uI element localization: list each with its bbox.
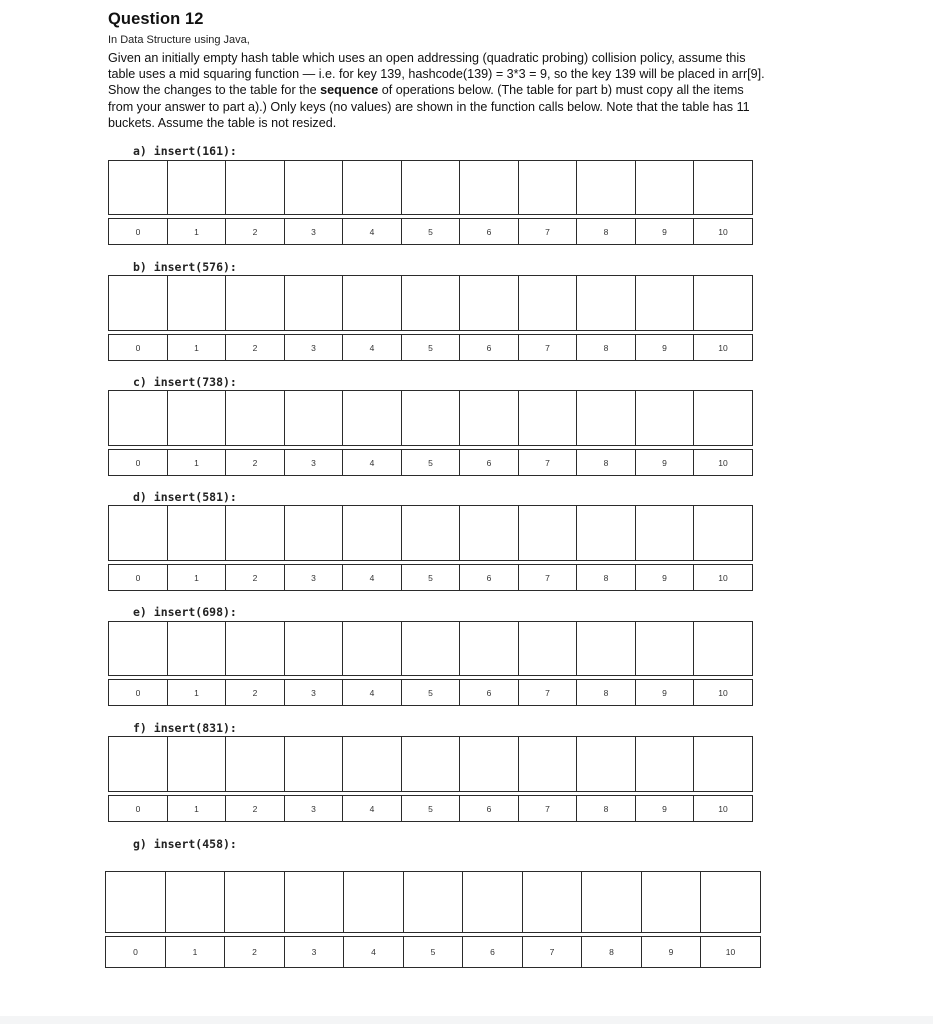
bucket-value-cell[interactable] xyxy=(401,275,461,331)
bucket-value-cell[interactable] xyxy=(576,621,636,676)
bucket-index-label: 2 xyxy=(224,936,285,968)
bucket-value-cell[interactable] xyxy=(401,621,461,676)
bucket-index-label: 8 xyxy=(576,564,636,591)
bucket-index-label: 6 xyxy=(459,449,519,476)
bucket-value-row xyxy=(108,390,752,446)
bucket-index-label: 5 xyxy=(401,795,461,822)
bucket-index-label: 6 xyxy=(459,564,519,591)
bucket-value-cell[interactable] xyxy=(403,871,464,933)
bucket-value-cell[interactable] xyxy=(459,736,519,792)
bucket-value-cell[interactable] xyxy=(284,871,345,933)
part-c-label: c) insert(738): xyxy=(133,375,237,389)
bucket-index-label: 10 xyxy=(693,564,753,591)
bucket-index-row xyxy=(108,449,752,476)
bucket-value-cell[interactable] xyxy=(576,390,636,446)
bucket-value-cell[interactable] xyxy=(641,871,702,933)
bucket-index-label: 2 xyxy=(225,564,285,591)
bucket-index-label: 1 xyxy=(165,936,226,968)
bucket-index-label: 4 xyxy=(342,795,402,822)
bucket-index-label: 7 xyxy=(518,449,578,476)
bucket-index-label: 8 xyxy=(576,449,636,476)
bucket-value-cell[interactable] xyxy=(518,390,578,446)
bucket-value-cell[interactable] xyxy=(342,736,402,792)
bucket-index-label: 8 xyxy=(576,679,636,706)
bucket-value-row xyxy=(108,621,752,676)
bucket-index-label: 0 xyxy=(108,795,168,822)
bucket-index-row xyxy=(108,334,752,361)
bucket-value-cell[interactable] xyxy=(342,390,402,446)
bucket-value-cell[interactable] xyxy=(462,871,523,933)
bucket-value-cell[interactable] xyxy=(225,275,285,331)
bucket-index-row xyxy=(108,564,752,591)
bucket-index-label: 5 xyxy=(401,334,461,361)
bucket-value-cell[interactable] xyxy=(108,621,168,676)
bucket-value-cell[interactable] xyxy=(576,275,636,331)
bucket-index-label: 4 xyxy=(342,679,402,706)
bucket-index-label: 3 xyxy=(284,679,344,706)
bucket-value-cell[interactable] xyxy=(108,160,168,215)
bucket-index-row xyxy=(108,679,752,706)
bucket-value-cell[interactable] xyxy=(700,871,761,933)
bucket-value-cell[interactable] xyxy=(401,736,461,792)
bucket-value-row xyxy=(108,275,752,331)
bucket-value-cell[interactable] xyxy=(342,275,402,331)
bucket-index-label: 8 xyxy=(576,334,636,361)
bucket-value-cell[interactable] xyxy=(108,736,168,792)
bucket-value-row xyxy=(108,736,752,792)
bucket-index-label: 10 xyxy=(700,936,761,968)
bucket-value-cell[interactable] xyxy=(167,390,227,446)
bucket-value-cell[interactable] xyxy=(635,160,695,215)
bucket-value-cell[interactable] xyxy=(518,505,578,561)
bucket-value-cell[interactable] xyxy=(108,275,168,331)
part-e-label: e) insert(698): xyxy=(133,605,237,619)
bucket-index-label: 4 xyxy=(343,936,404,968)
bucket-value-cell[interactable] xyxy=(225,390,285,446)
bucket-value-row xyxy=(108,160,752,215)
bucket-value-cell[interactable] xyxy=(225,505,285,561)
bucket-value-cell[interactable] xyxy=(693,736,753,792)
bucket-index-row xyxy=(108,795,752,822)
bucket-value-cell[interactable] xyxy=(105,871,166,933)
bucket-value-cell[interactable] xyxy=(165,871,226,933)
bucket-index-label: 7 xyxy=(518,334,578,361)
bucket-index-label: 6 xyxy=(462,936,523,968)
bucket-index-label: 10 xyxy=(693,449,753,476)
bucket-index-label: 0 xyxy=(108,449,168,476)
bucket-index-label: 7 xyxy=(518,679,578,706)
bucket-index-label: 8 xyxy=(576,218,636,245)
bucket-value-cell[interactable] xyxy=(693,505,753,561)
bucket-index-label: 9 xyxy=(635,564,695,591)
bucket-value-cell[interactable] xyxy=(342,160,402,215)
bucket-value-cell[interactable] xyxy=(225,621,285,676)
bucket-index-label: 5 xyxy=(401,564,461,591)
part-d-label: d) insert(581): xyxy=(133,490,237,504)
bucket-index-label: 2 xyxy=(225,795,285,822)
bucket-value-cell[interactable] xyxy=(518,736,578,792)
bucket-index-label: 9 xyxy=(635,795,695,822)
bucket-index-label: 1 xyxy=(167,334,227,361)
bucket-index-label: 4 xyxy=(342,334,402,361)
bucket-index-label: 4 xyxy=(342,449,402,476)
bucket-index-label: 1 xyxy=(167,795,227,822)
bucket-index-label: 8 xyxy=(576,795,636,822)
bucket-index-label: 3 xyxy=(284,334,344,361)
bucket-value-row xyxy=(105,871,760,933)
bucket-index-label: 1 xyxy=(167,218,227,245)
bucket-index-label: 8 xyxy=(581,936,642,968)
bucket-value-cell[interactable] xyxy=(284,275,344,331)
bucket-value-cell[interactable] xyxy=(459,621,519,676)
bucket-value-cell[interactable] xyxy=(167,621,227,676)
bucket-index-label: 3 xyxy=(284,218,344,245)
page-footer-band xyxy=(0,1016,933,1024)
bucket-value-cell[interactable] xyxy=(108,390,168,446)
bucket-index-label: 2 xyxy=(225,679,285,706)
bucket-value-cell[interactable] xyxy=(459,160,519,215)
bucket-index-label: 7 xyxy=(518,564,578,591)
bucket-value-cell[interactable] xyxy=(693,621,753,676)
bucket-index-label: 7 xyxy=(518,218,578,245)
bucket-index-label: 4 xyxy=(342,564,402,591)
description-emphasis: sequence xyxy=(320,83,379,98)
bucket-index-row xyxy=(105,936,760,968)
bucket-index-label: 5 xyxy=(401,218,461,245)
bucket-value-cell[interactable] xyxy=(284,736,344,792)
bucket-value-cell[interactable] xyxy=(401,505,461,561)
bucket-value-cell[interactable] xyxy=(576,505,636,561)
part-a-label: a) insert(161): xyxy=(133,144,237,158)
bucket-value-cell[interactable] xyxy=(224,871,285,933)
description-text-start: Given an initially empty hash table which uses an open addressing (quadratic probing) collision policy, assume this table uses a mid squaring function — i.e. for key 139, hashcode(139) = 3*3 = 9, so the key 139 will be placed in arr[9]. Show the changes to the table for the xyxy=(108,51,765,98)
bucket-value-cell[interactable] xyxy=(576,736,636,792)
question-description xyxy=(108,50,768,131)
bucket-index-label: 3 xyxy=(284,564,344,591)
question-subtitle: In Data Structure using Java, xyxy=(108,34,250,46)
bucket-value-cell[interactable] xyxy=(459,505,519,561)
bucket-index-label: 9 xyxy=(635,334,695,361)
bucket-value-cell[interactable] xyxy=(635,275,695,331)
bucket-value-cell[interactable] xyxy=(343,871,404,933)
bucket-index-label: 1 xyxy=(167,449,227,476)
question-title: Question 12 xyxy=(108,10,204,28)
bucket-index-label: 3 xyxy=(284,936,345,968)
bucket-index-label: 9 xyxy=(641,936,702,968)
bucket-value-cell[interactable] xyxy=(518,621,578,676)
part-f-label: f) insert(831): xyxy=(133,721,237,735)
part-g-label: g) insert(458): xyxy=(133,837,237,851)
bucket-value-cell[interactable] xyxy=(459,390,519,446)
bucket-value-cell[interactable] xyxy=(167,160,227,215)
bucket-value-cell[interactable] xyxy=(225,736,285,792)
bucket-index-row xyxy=(108,218,752,245)
bucket-index-label: 5 xyxy=(401,449,461,476)
bucket-value-cell[interactable] xyxy=(693,390,753,446)
bucket-index-label: 6 xyxy=(459,679,519,706)
bucket-index-label: 3 xyxy=(284,795,344,822)
bucket-index-label: 0 xyxy=(108,564,168,591)
bucket-index-label: 7 xyxy=(518,795,578,822)
bucket-value-cell[interactable] xyxy=(693,275,753,331)
bucket-index-label: 0 xyxy=(108,218,168,245)
bucket-index-label: 1 xyxy=(167,679,227,706)
bucket-value-cell[interactable] xyxy=(635,505,695,561)
bucket-index-label: 4 xyxy=(342,218,402,245)
bucket-index-label: 10 xyxy=(693,218,753,245)
bucket-index-label: 5 xyxy=(403,936,464,968)
bucket-value-cell[interactable] xyxy=(167,275,227,331)
bucket-index-label: 9 xyxy=(635,679,695,706)
bucket-index-label: 0 xyxy=(108,334,168,361)
part-b-label: b) insert(576): xyxy=(133,260,237,274)
bucket-value-cell[interactable] xyxy=(518,160,578,215)
bucket-value-cell[interactable] xyxy=(581,871,642,933)
bucket-value-cell[interactable] xyxy=(401,160,461,215)
bucket-value-cell[interactable] xyxy=(167,505,227,561)
bucket-index-label: 3 xyxy=(284,449,344,476)
bucket-index-label: 7 xyxy=(522,936,583,968)
bucket-value-cell[interactable] xyxy=(284,505,344,561)
bucket-index-label: 6 xyxy=(459,795,519,822)
bucket-index-label: 10 xyxy=(693,334,753,361)
bucket-value-cell[interactable] xyxy=(635,736,695,792)
bucket-value-cell[interactable] xyxy=(342,505,402,561)
bucket-index-label: 1 xyxy=(167,564,227,591)
bucket-value-cell[interactable] xyxy=(225,160,285,215)
bucket-value-cell[interactable] xyxy=(167,736,227,792)
bucket-value-cell[interactable] xyxy=(635,390,695,446)
bucket-value-cell[interactable] xyxy=(284,160,344,215)
bucket-value-cell[interactable] xyxy=(576,160,636,215)
bucket-value-cell[interactable] xyxy=(693,160,753,215)
bucket-value-cell[interactable] xyxy=(522,871,583,933)
bucket-value-cell[interactable] xyxy=(635,621,695,676)
bucket-index-label: 10 xyxy=(693,795,753,822)
bucket-index-label: 10 xyxy=(693,679,753,706)
bucket-index-label: 6 xyxy=(459,218,519,245)
bucket-value-cell[interactable] xyxy=(342,621,402,676)
bucket-index-label: 9 xyxy=(635,218,695,245)
bucket-value-cell[interactable] xyxy=(518,275,578,331)
bucket-value-cell[interactable] xyxy=(108,505,168,561)
bucket-index-label: 0 xyxy=(105,936,166,968)
bucket-index-label: 2 xyxy=(225,218,285,245)
bucket-index-label: 0 xyxy=(108,679,168,706)
bucket-value-cell[interactable] xyxy=(284,390,344,446)
bucket-value-cell[interactable] xyxy=(401,390,461,446)
bucket-value-cell[interactable] xyxy=(284,621,344,676)
bucket-index-label: 6 xyxy=(459,334,519,361)
bucket-index-label: 2 xyxy=(225,334,285,361)
bucket-index-label: 9 xyxy=(635,449,695,476)
description-text-end: of operations below. (The table for part b) must copy all the items from your answer to part a).) Only keys (no values) are shown in the function calls below. Note that the table has 11 buckets. Assume the table is not resized. xyxy=(108,83,750,130)
bucket-index-label: 2 xyxy=(225,449,285,476)
bucket-value-cell[interactable] xyxy=(459,275,519,331)
bucket-index-label: 5 xyxy=(401,679,461,706)
bucket-value-row xyxy=(108,505,752,561)
